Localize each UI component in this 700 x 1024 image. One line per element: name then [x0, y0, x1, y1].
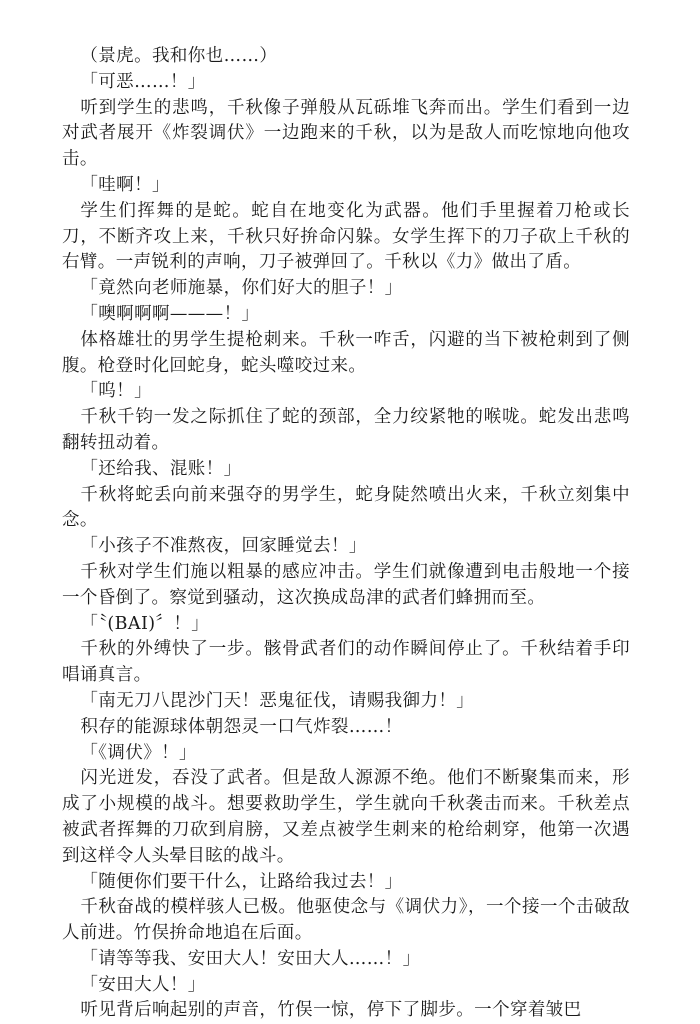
paragraph: 「安田大人！」	[80, 974, 206, 995]
paragraph: 体格雄壮的男学生提枪刺来。千秋一咋舌，闪避的当下被枪刺到了侧腹。枪登时化回蛇身，蛇头噬咬过来。	[62, 329, 630, 376]
paragraph: 闪光迸发，吞没了武者。但是敌人源源不绝。他们不断聚集而来，形成了小规模的战斗。想要救助学生，学生就向千秋袭击而来。千秋差点被武者挥舞的刀砍到肩膀，又差点被学生刺来的枪给刺穿，他第一次遇到这样令人头晕目眩的战斗。	[62, 768, 630, 866]
paragraph: 「〝(BAI)〞！」	[80, 613, 210, 634]
paragraph: 积存的能源球体朝怨灵一口气炸裂……！	[80, 716, 403, 737]
paragraph: 听到学生的悲鸣，千秋像子弹般从瓦砾堆飞奔而出。学生们看到一边对武者展开《炸裂调伏》一边跑来的千秋，以为是敌人而吃惊地向他攻击。	[62, 97, 630, 170]
paragraph: 「还给我、混账！」	[80, 458, 242, 479]
paragraph: 「竟然向老师施暴，你们好大的胆子！」	[80, 278, 403, 299]
paragraph: 「请等等我、安田大人！安田大人……！」	[80, 948, 421, 969]
paragraph: 「《调伏》！」	[80, 742, 197, 763]
paragraph: 千秋奋战的模样骇人已极。他驱使念与《调伏力》，一个接一个击破敌人前进。竹俣拚命地追在后面。	[62, 897, 630, 944]
paragraph: 千秋对学生们施以粗暴的感应冲击。学生们就像遭到电击般地一个接一个昏倒了。察觉到骚动，这次换成岛津的武者们蜂拥而至。	[62, 561, 630, 608]
paragraph: 千秋千钧一发之际抓住了蛇的颈部，全力绞紧牠的喉咙。蛇发出悲鸣翻转扭动着。	[62, 407, 630, 453]
paragraph: 千秋的外缚快了一步。骸骨武者们的动作瞬间停止了。千秋结着手印唱诵真言。	[62, 639, 630, 686]
paragraph: 「南无刀八毘沙门天！恶鬼征伐，请赐我御力！」	[80, 690, 475, 711]
paragraph: 「哇啊！」	[80, 174, 170, 195]
paragraph: 千秋将蛇丢向前来强夺的男学生，蛇身陡然喷出火来，千秋立刻集中念。	[62, 484, 630, 531]
paragraph: 「小孩子不准熬夜，回家睡觉去！」	[80, 536, 367, 557]
document-page	[62, 44, 630, 1024]
paragraph: 「呜！」	[80, 381, 152, 402]
paragraph: 「可恶……！」	[80, 71, 206, 92]
paragraph: 「噢啊啊啊———！」	[80, 303, 260, 324]
paragraph: （景虎。我和你也……）	[80, 46, 278, 66]
paragraph: 「随便你们要干什么，让路给我过去！」	[80, 871, 403, 892]
paragraph: 听见背后响起别的声音，竹俣一惊，停下了脚步。一个穿着皱巴	[80, 1000, 582, 1021]
paragraph: 学生们挥舞的是蛇。蛇自在地变化为武器。他们手里握着刀枪或长刀，不断齐攻上来，千秋只好拚命闪躲。女学生挥下的刀子砍上千秋的右臂。一声锐利的声响，刀子被弹回了。千秋以《力》做出了盾。	[62, 200, 630, 273]
